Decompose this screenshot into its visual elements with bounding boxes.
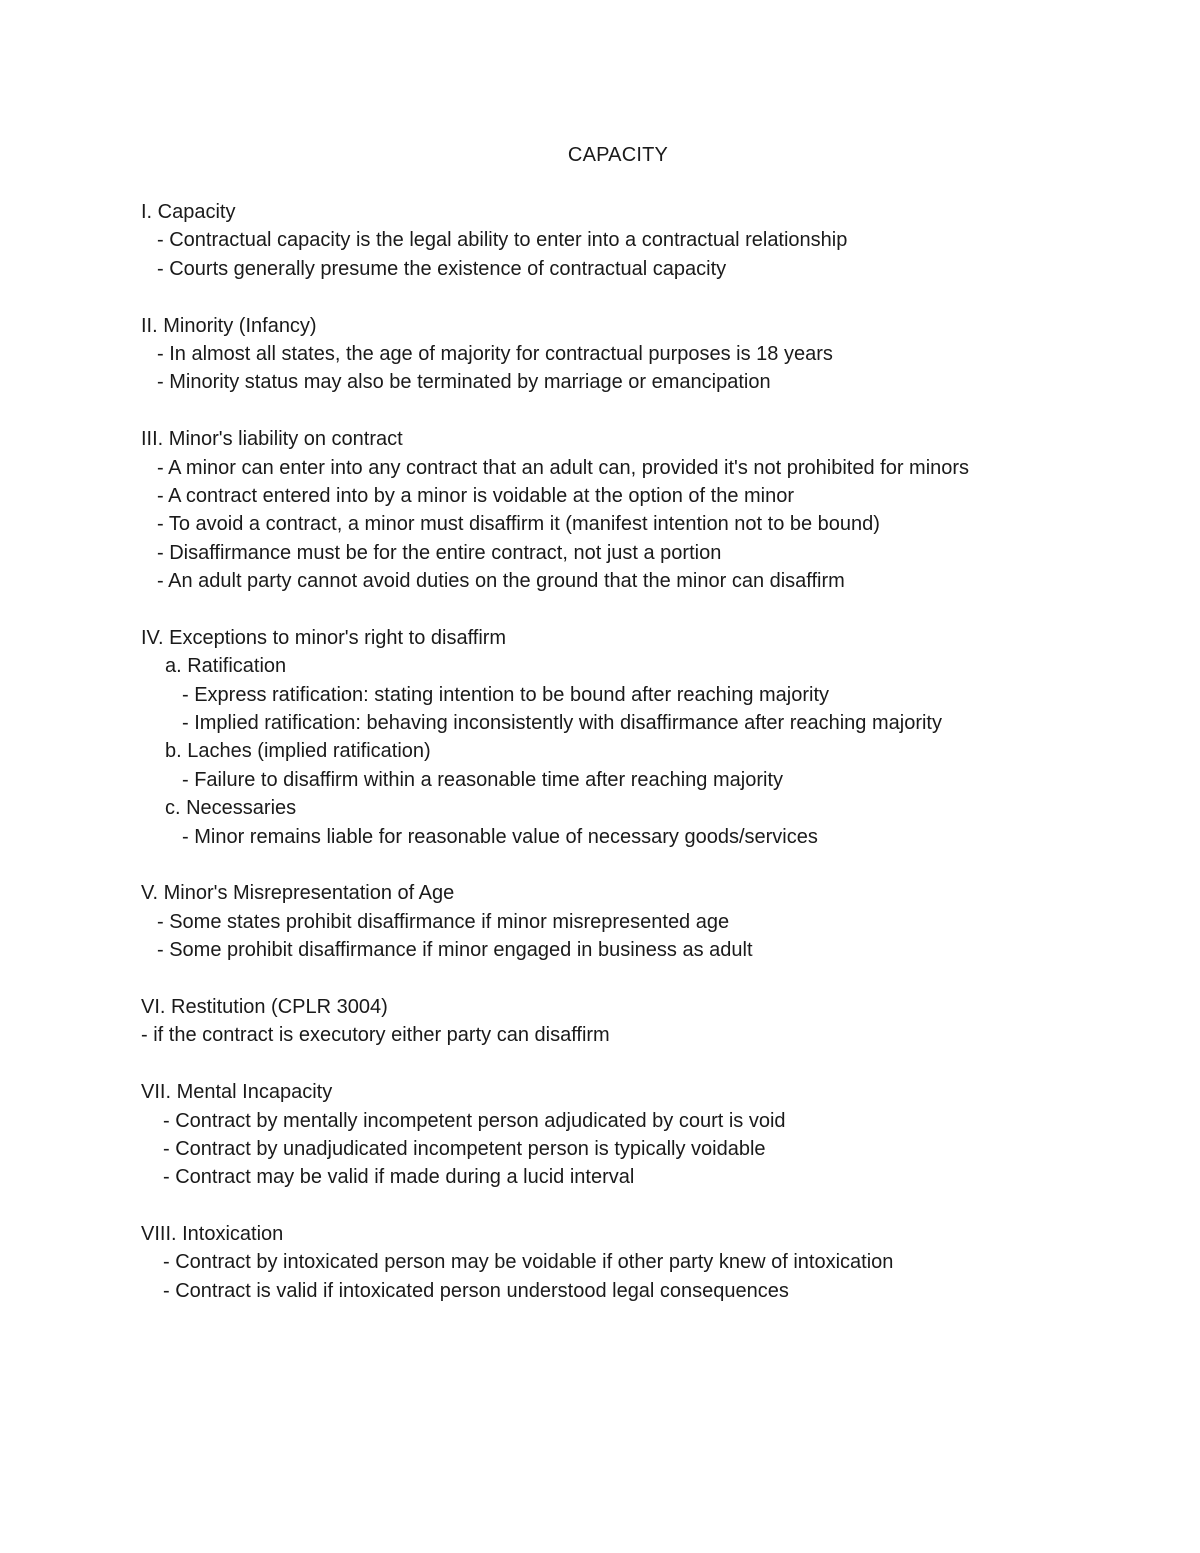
- list-item: - Contract by mentally incompetent person adjudicated by court is void: [163, 1109, 786, 1132]
- list-item: - Contract by unadjudicated incompetent person is typically voidable: [163, 1137, 766, 1160]
- section-heading: VII. Mental Incapacity: [141, 1081, 333, 1104]
- section-capacity: [141, 198, 1181, 283]
- spacer: [141, 851, 1181, 879]
- list-item: - if the contract is executory either party can disaffirm: [141, 1024, 610, 1047]
- section-heading: IV. Exceptions to minor's right to disaffirm: [141, 626, 507, 649]
- list-item: - A minor can enter into any contract that an adult can, provided it's not prohibited for minors: [157, 456, 970, 479]
- spacer: [141, 283, 1181, 311]
- spacer: [141, 1050, 1181, 1078]
- section-heading: VIII. Intoxication: [141, 1223, 284, 1246]
- subsection-heading: b. Laches (implied ratification): [165, 740, 431, 763]
- section-exceptions: [141, 624, 1181, 851]
- list-item: - Minority status may also be terminated by marriage or emancipation: [157, 371, 771, 394]
- list-item: - Implied ratification: behaving inconsistently with disaffirmance after reaching majority: [182, 712, 942, 735]
- list-item: - An adult party cannot avoid duties on the ground that the minor can disaffirm: [157, 570, 845, 593]
- list-item: - Some states prohibit disaffirmance if minor misrepresented age: [157, 910, 730, 933]
- document-title: CAPACITY: [567, 144, 669, 166]
- list-item: - In almost all states, the age of majority for contractual purposes is 18 years: [157, 342, 833, 365]
- section-misrepresentation: [141, 879, 1181, 964]
- list-item: - Contract is valid if intoxicated person understood legal consequences: [163, 1279, 789, 1302]
- section-heading: I. Capacity: [141, 201, 236, 223]
- document-body: [141, 198, 1181, 1305]
- section-mental-incapacity: [141, 1078, 1181, 1192]
- section-minority: [141, 312, 1181, 397]
- list-item: - Courts generally presume the existence of contractual capacity: [157, 257, 727, 280]
- spacer: [141, 397, 1181, 425]
- list-item: - To avoid a contract, a minor must disaffirm it (manifest intention not to be bound): [157, 513, 880, 536]
- section-restitution: [141, 993, 1181, 1050]
- list-item: - Contractual capacity is the legal ability to enter into a contractual relationship: [157, 229, 848, 252]
- spacer: [141, 1192, 1181, 1220]
- spacer: [141, 595, 1181, 623]
- section-intoxication: [141, 1220, 1181, 1305]
- list-item: - Express ratification: stating intention to be bound after reaching majority: [182, 683, 830, 706]
- list-item: - Contract by intoxicated person may be voidable if other party knew of intoxication: [163, 1251, 894, 1274]
- section-heading: V. Minor's Misrepresentation of Age: [141, 882, 455, 905]
- list-item: - A contract entered into by a minor is voidable at the option of the minor: [157, 484, 795, 507]
- subsection-heading: a. Ratification: [165, 655, 287, 678]
- list-item: - Minor remains liable for reasonable value of necessary goods/services: [182, 825, 818, 848]
- list-item: - Disaffirmance must be for the entire contract, not just a portion: [157, 541, 722, 564]
- section-minor-liability: [141, 425, 1181, 595]
- section-heading: VI. Restitution (CPLR 3004): [141, 995, 388, 1018]
- section-heading: II. Minority (Infancy): [141, 314, 317, 337]
- spacer: [141, 965, 1181, 993]
- list-item: - Failure to disaffirm within a reasonable time after reaching majority: [182, 768, 783, 791]
- subsection-heading: c. Necessaries: [165, 797, 297, 820]
- list-item: - Some prohibit disaffirmance if minor engaged in business as adult: [157, 939, 753, 962]
- section-heading: III. Minor's liability on contract: [141, 428, 403, 451]
- list-item: - Contract may be valid if made during a lucid interval: [163, 1166, 635, 1189]
